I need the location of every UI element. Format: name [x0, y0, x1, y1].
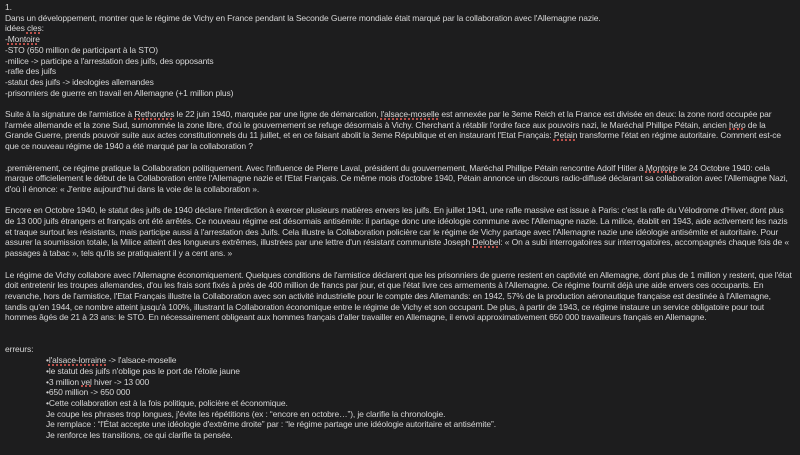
text-segment: •650 million -> 650 000 [46, 387, 131, 398]
text-line [5, 387, 794, 398]
text-line [5, 430, 794, 441]
text-line [5, 2, 794, 13]
blank-line [5, 323, 794, 334]
text-segment: •le statut des juifs n'oblige pas le port de l'étoile jaune [46, 365, 240, 376]
text-segment: transforme l'état en régime autoritaire. Comment est-ce que ce nouveau régime de 1940 a été marqué par la collaboration ? [5, 130, 784, 152]
text-segment: •3 million [46, 376, 82, 387]
text-segment: Suite à la signature de l'armistice à [5, 109, 135, 120]
text-segment: : [41, 23, 44, 34]
misspelled-word: Delobel [472, 237, 501, 248]
text-segment: -rafle des juifs [5, 66, 56, 77]
text-line [5, 377, 794, 388]
misspelled-word: vel [81, 376, 92, 387]
blank-line [5, 195, 794, 206]
misspelled-word: cles [26, 23, 42, 34]
misspelled-word: héro [729, 119, 746, 130]
text-segment: Encore en Octobre 1940, le statut des juifs de 1940 déclare l'interdiction à exercer plusieurs matières envers les juifs. En juillet 1941, une rafle massive est issue à Paris: c'est la rafle du Vélodrome d'Hiver, dont plus de 13 000 juifs étrangers et français ont été arrêtés. Ce nouveau régime est désormais antisémite: il partage donc une idéologie commune avec l'Allemagne nazie. La milice, établit en 1943, aide activement les nazis et traque surtout les résistants, mais participe aussi à l'arrestation des Juifs. Cela illustre la Collaboration policière car le régime de Vichy partage avec l'Allemagne nazie une idéologie antisémite et autoritaire. Pour assurer la soumission totale, la Milice atteint des longueurs extrêmes, illustrées par une lettre d'un résistant communiste Joseph [5, 205, 790, 248]
misspelled-word: l'alsace-lorraine [48, 355, 107, 366]
text-segment: • [46, 355, 49, 366]
text-segment: erreurs: [5, 344, 34, 355]
misspelled-word: Rethondes [134, 109, 175, 120]
text-line [5, 66, 794, 77]
text-segment: Je coupe les phrases trop longues, j'évite les répétitions (ex : “encore en octobre…”), je clarifie la chronologie. [46, 408, 446, 419]
text-segment: 1. [5, 2, 12, 12]
blank-line [5, 259, 794, 270]
blank-line [5, 152, 794, 163]
text-line [5, 88, 794, 99]
text-segment: Je renforce les transitions, ce qui clarifie ta pensée. [46, 430, 233, 441]
text-segment: le 22 juin 1940, marquée par une ligne de démarcation, [174, 109, 381, 120]
text-line [5, 409, 794, 420]
text-line [5, 205, 794, 259]
text-line [5, 355, 794, 366]
text-line [5, 45, 794, 56]
text-line [5, 366, 794, 377]
text-segment: .premièrement, ce régime pratique la Collaboration politiquement. Avec l'influence de Pierre Laval, président du gouvernement, Maréchal Phillipe Pétain rencontre Adolf Hitler à [5, 162, 646, 173]
text-line [5, 163, 794, 195]
text-segment: Je remplace : “l'État accepte une idéologie d'extrême droite” par : “le régime partage une idéologie autoritaire et antisémite”. [46, 419, 496, 430]
text-segment: -milice -> participe a l'arrestation des juifs, des opposants [5, 55, 214, 66]
text-segment: -STO (650 million de participant à la STO) [5, 44, 158, 55]
misspelled-word: Montoire [645, 162, 678, 173]
misspelled-word: l'alsace-moselle [380, 109, 440, 120]
text-segment: •Cette collaboration est à la fois politique, policière et économique. [46, 397, 288, 408]
text-segment: : « On a subi interrogatoires sur interrogatoires, accompagnés chaque fois de « passages à tabac », tels qu'ils se pratiquaient il y a cent ans. » [5, 237, 792, 259]
text-line [5, 344, 794, 355]
text-segment: idées [5, 23, 27, 34]
text-line [5, 34, 794, 45]
text-line [5, 109, 794, 152]
text-segment: -prisonniers de guerre en travail en Allemagne (+1 million plus) [5, 87, 234, 98]
text-segment: Dans un développement, montrer que le régime de Vichy en France pendant la Seconde Guerre mondiale était marqué par la collaboration avec l'Allemagne nazie. [5, 12, 601, 23]
text-segment: Le régime de Vichy collabore avec l'Allemagne économiquement. Quelques conditions de l'armistice déclarent que les prisonniers de guerre restent en captivité en Allemagne, dont plus de 1 million y restent, que l'état doit entretenir les troupes allemandes, d'ou les frais sont fixés à près de 400 million de francs par jour, et que l'état livre ces armements à l'Allemagne. Ce régime fournit déjà une aide envers ces occupants. En revanche, hors de l'armistice, l'Etat Français illustre la Collaboration avec son activité industrielle pour le compte des Allemands: en 1942, 57% de la production aéronautique française est destinée à l'Allemagne, tandis qu'en 1944, ce nombre atteint jusqu'à 100%, illustrant la Collaboration économique entre le régime de Vichy et son occupant. De plus, à partir de 1943, ce régime instaure un service obligatoire pour tout hommes âgés de 21 à 23 ans: le STO. En nécessairement obligeant aux hommes français d'aller travailler en Allemagne, il envoi approximativement 650 000 travailleurs français en Allemagne. [5, 269, 795, 323]
text-line [5, 270, 794, 324]
text-segment: -statut des juifs -> ideologies allemandes [5, 76, 154, 87]
blank-line [5, 334, 794, 345]
text-line [5, 23, 794, 34]
text-segment: - [5, 34, 8, 45]
text-segment: de la Grande Guerre, prends pouvoir suite aux actes constitutionnels du 11 juillet, et en ce faisant abolit la 3eme République et en instaurant l'Etat Français: [5, 119, 768, 141]
text-line [5, 398, 794, 409]
misspelled-word: Montoire [7, 34, 40, 45]
text-line [5, 419, 794, 430]
text-segment: est annexée par le 3eme Reich et la France est divisée en deux: la zone nord occupée par l'armée allemande et la zone Sud, surnommée la zone libre, d'où le gouvernement se refuge désormais à Vichy. Cherchant à rétablir l'ordre face aux pouvoirs nazi, le Maréchal Phillipe Pétain, ancien [5, 109, 774, 130]
blank-line [5, 98, 794, 109]
misspelled-word: Petain [553, 130, 578, 141]
text-segment: le 24 Octobre 1940: cela marque officiellement le début de la Collaboration entre l'Allemagne nazie et l'Etat Français. Ce même mois d'octobre 1940, Pétain annonce un discours radio-diffusé déclarant sa collaboration avec l'Allemagne Nazi, d'où il énonce: « J'entre aujourd"hui dans la voie de la collaboration ». [5, 162, 791, 194]
text-line [5, 77, 794, 88]
text-line [5, 13, 794, 24]
text-line [5, 56, 794, 67]
text-segment: hiver -> 13 000 [91, 376, 150, 387]
text-segment: -> l'alsace-moselle [106, 355, 177, 366]
